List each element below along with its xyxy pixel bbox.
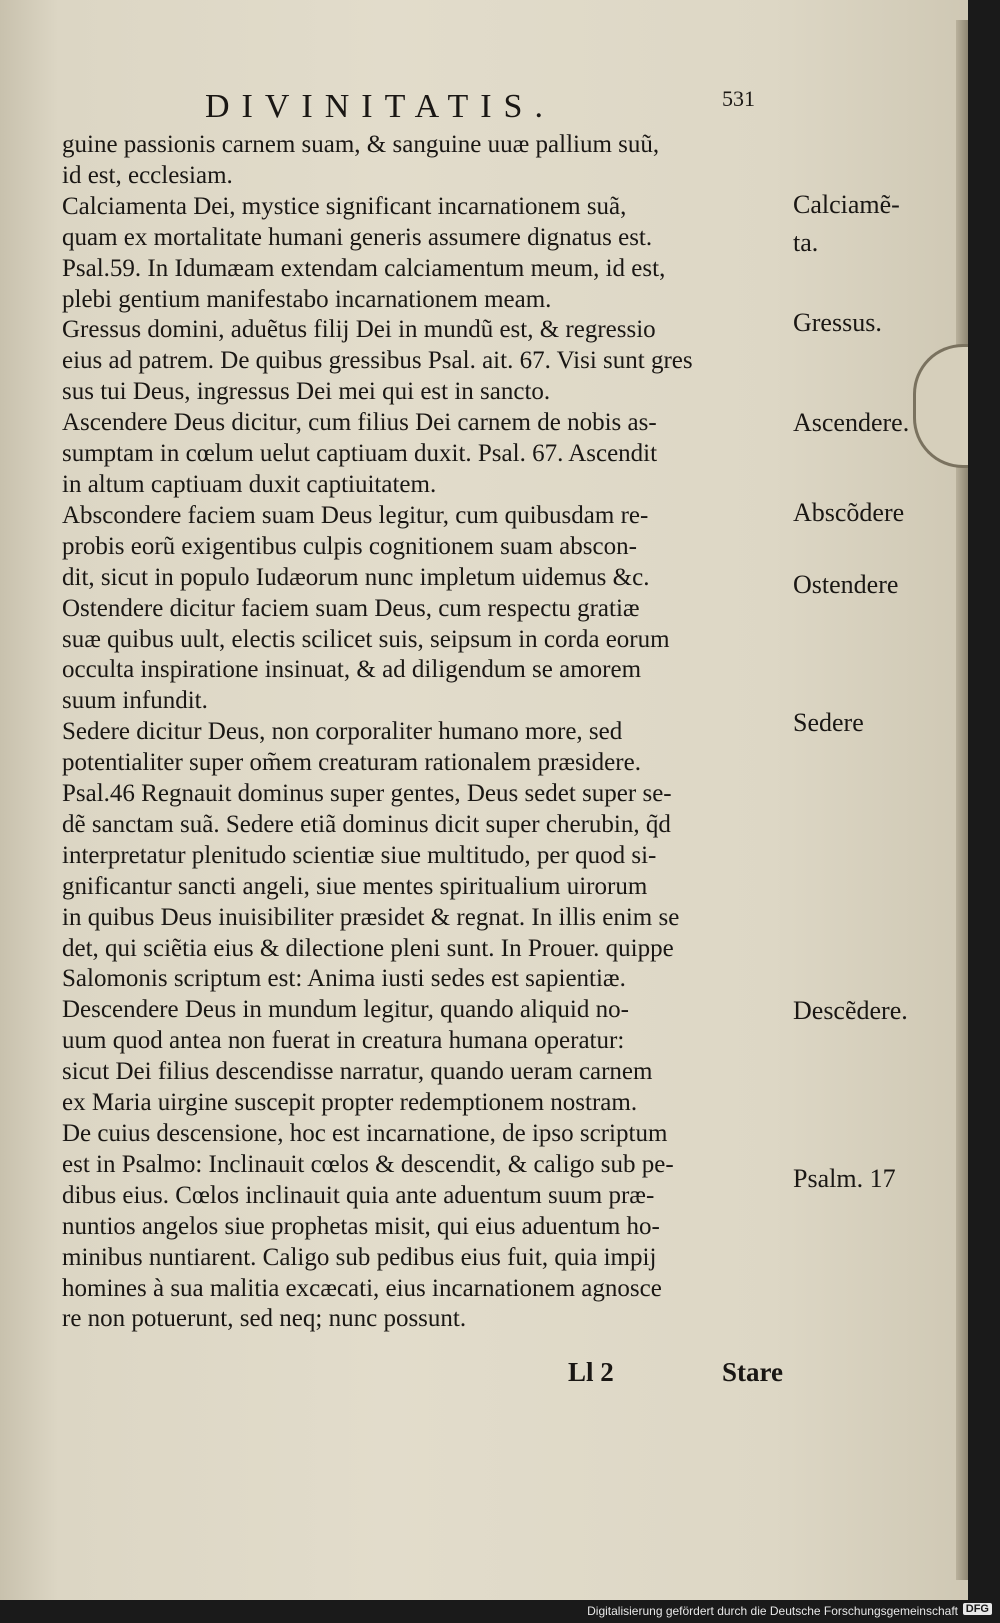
text-line: eius ad patrem. De quibus gressibus Psal. ait. 67. Visi sunt gres bbox=[62, 347, 693, 375]
text-line: nuntios angelos siue prophetas misit, qui eius aduentum ho- bbox=[62, 1212, 660, 1240]
marginal-note: Abscõdere bbox=[793, 498, 905, 527]
marginal-note: Calciamẽ- bbox=[793, 190, 900, 219]
marginal-note: ta. bbox=[793, 228, 819, 257]
text-line: est in Psalmo: Inclinauit cœlos & descendit, & caligo sub pe- bbox=[62, 1150, 674, 1178]
text-line: Descendere Deus in mundum legitur, quando aliquid no- bbox=[62, 996, 629, 1024]
running-title: DIVINITATIS. bbox=[205, 88, 555, 125]
text-line: sicut Dei filius descendisse narratur, quando ueram carnem bbox=[62, 1058, 653, 1086]
text-line: uum quod antea non fuerat in creatura humana operatur: bbox=[62, 1027, 625, 1055]
text-line: Psal.46 Regnauit dominus super gentes, Deus sedet super se- bbox=[62, 780, 672, 808]
text-line: gnificantur sancti angeli, siue mentes spiritualium uirorum bbox=[62, 872, 648, 900]
dfg-logo: DFG bbox=[963, 1603, 992, 1615]
text-line: Sedere dicitur Deus, non corporaliter humano more, sed bbox=[62, 718, 623, 746]
marginal-note: Gressus. bbox=[793, 308, 882, 337]
marginal-note: Sedere bbox=[793, 708, 864, 737]
main-text-block bbox=[62, 130, 792, 1335]
text-line: occulta inspiratione insinuat, & ad diligendum se amorem bbox=[62, 656, 642, 684]
text-line: homines à sua malitia excæcati, eius incarnationem agnosce bbox=[62, 1274, 662, 1302]
marginal-note: Ostendere bbox=[793, 570, 899, 599]
funding-notice: Digitalisierung gefördert durch die Deutsche Forschungsgemeinschaft bbox=[587, 1604, 958, 1618]
text-line: re non potuerunt, sed neq; nunc possunt. bbox=[62, 1305, 467, 1333]
text-line: suum infundit. bbox=[62, 687, 208, 715]
text-line: det, qui sciẽtia eius & dilectione pleni sunt. In Prouer. quippe bbox=[62, 934, 674, 962]
text-line: guine passionis carnem suam, & sanguine uuæ pallium suũ, bbox=[62, 131, 660, 158]
text-line: minibus nuntiarent. Caligo sub pedibus eius fuit, quia impij bbox=[62, 1243, 657, 1271]
catchword: Stare bbox=[722, 1357, 783, 1387]
marginal-note: Descẽdere. bbox=[793, 996, 908, 1025]
text-line: id est, ecclesiam. bbox=[62, 161, 233, 189]
text-line: in altum captiuam duxit captiuitatem. bbox=[62, 470, 437, 498]
signature-mark: Ll 2 bbox=[568, 1357, 614, 1387]
text-line: sus tui Deus, ingressus Dei mei qui est in sancto. bbox=[62, 378, 551, 406]
text-line: potentialiter super om̃em creaturam rationalem præsidere. bbox=[62, 749, 641, 777]
text-line: Gressus domini, aduẽtus filij Dei in mundũ est, & regressio bbox=[62, 316, 656, 344]
text-line: dit, sicut in populo Iudæorum nunc impletum uidemus &c. bbox=[62, 563, 650, 591]
text-line: interpretatur plenitudo scientiæ siue multitudo, per quod si- bbox=[62, 841, 657, 869]
text-line: Salomonis scriptum est: Anima iusti sedes est sapientiæ. bbox=[62, 965, 626, 993]
text-line: De cuius descensione, hoc est incarnatione, de ipso scriptum bbox=[62, 1120, 668, 1147]
digitization-footer bbox=[0, 1600, 1000, 1623]
text-line: Abscondere faciem suam Deus legitur, cum quibusdam re- bbox=[62, 501, 649, 529]
page-edge bbox=[956, 20, 968, 1580]
folio-number: 531 bbox=[722, 86, 755, 111]
text-line: suæ quibus uult, electis scilicet suis, seipsum in corda eorum bbox=[62, 625, 670, 653]
text-line: ex Maria uirgine suscepit propter redemptionem nostram. bbox=[62, 1089, 638, 1117]
text-line: probis eorũ exigentibus culpis cognitionem suam abscon- bbox=[62, 532, 637, 560]
text-line: quam ex mortalitate humani generis assumere dignatus est. bbox=[62, 223, 653, 251]
text-line: in quibus Deus inuisibiliter præsidet & regnat. In illis enim se bbox=[62, 903, 680, 931]
text-line: plebi gentium manifestabo incarnationem meam. bbox=[62, 285, 552, 313]
text-line: dẽ sanctam suã. Sedere etiã dominus dicit super cherubin, q̃d bbox=[62, 810, 671, 838]
text-line: Psal.59. In Idumæam extendam calciamentum meum, id est, bbox=[62, 254, 666, 282]
text-line: Ostendere dicitur faciem suam Deus, cum respectu gratiæ bbox=[62, 594, 640, 622]
text-line: Calciamenta Dei, mystice significant incarnationem suã, bbox=[62, 192, 627, 220]
marginal-note: Psalm. 17 bbox=[793, 1164, 896, 1193]
text-line: dibus eius. Cœlos inclinauit quia ante aduentum suum præ- bbox=[62, 1181, 655, 1209]
marginal-note: Ascendere. bbox=[793, 408, 910, 437]
fore-edge-tab bbox=[913, 344, 968, 468]
text-line: sumptam in cœlum uelut captiuam duxit. Psal. 67. Ascendit bbox=[62, 440, 658, 468]
text-line: Ascendere Deus dicitur, cum filius Dei carnem de nobis as- bbox=[62, 409, 657, 437]
